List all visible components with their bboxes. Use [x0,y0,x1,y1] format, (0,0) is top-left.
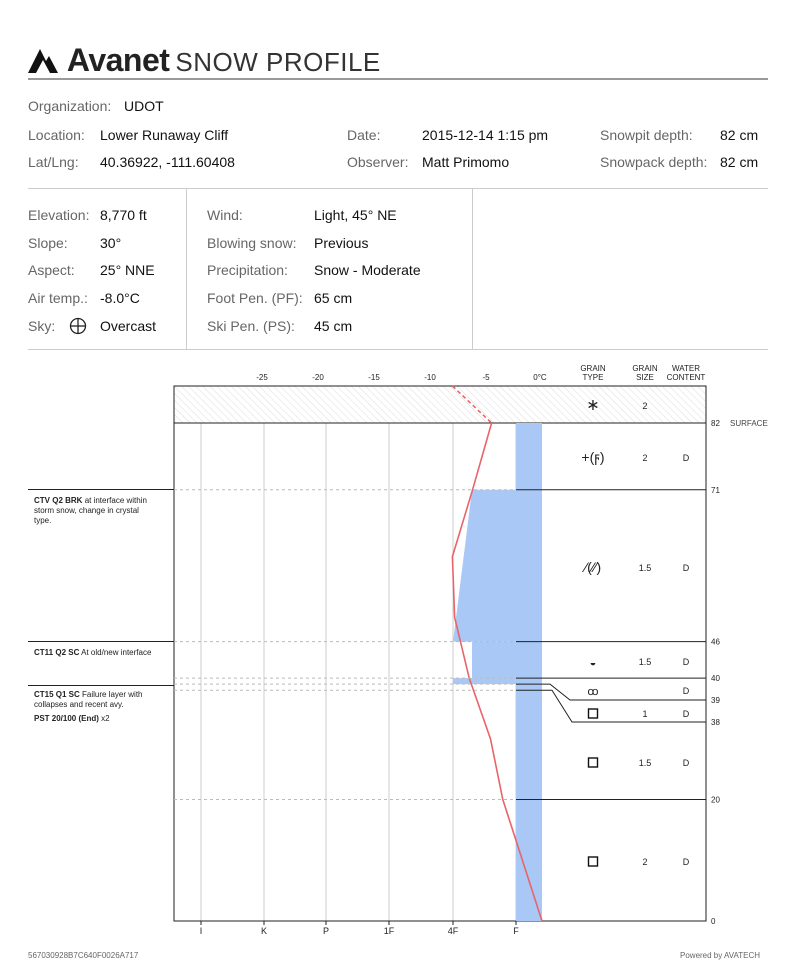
hardness-tick-label: P [322,926,330,936]
temperature-tick-label: 0°C [533,373,547,382]
temperature-tick-label: -25 [256,373,268,382]
new-snow-grain-type: ∗ [586,397,600,414]
date-value: 2015-12-14 1:15 pm [422,127,549,143]
grain-type-symbol: ⁄(⁄⁄) [584,559,602,575]
test-3-extra-note: x2 [101,714,110,723]
new-snow-grain-size: 2 [642,401,648,411]
new-snow-band [174,386,706,423]
test-3-code: CT15 Q1 SC [34,690,80,699]
depth-label: 20 [711,795,720,805]
air-temp-value: -8.0°C [100,290,140,306]
wind-value: Light, 45° NE [314,207,397,223]
grain-type-symbol: ꝏ [587,686,599,698]
grain-type-symbol: ◒ [589,657,597,669]
depth-label: 0 [711,917,716,926]
depth-label: 71 [711,485,720,495]
water-content-value: D [682,709,690,719]
depth-label: 38 [711,718,720,727]
powered-by: Powered by AVATECH [680,951,761,960]
test-1-code: CTV Q2 BRK [34,496,83,505]
grain-size-value: 1.5 [638,563,652,573]
hardness-bar [453,678,542,684]
hardness-tick-label: I [199,926,203,936]
foot-pen-label: Foot Pen. (PF): [207,290,303,306]
elevation-label: Elevation: [28,207,90,223]
ski-pen-label: Ski Pen. (PS): [207,318,295,334]
grain-type-symbol: +(ϝ) [581,449,605,465]
organization-label: Organization: [28,98,112,114]
location-value: Lower Runaway Cliff [100,127,229,143]
depth-label: 39 [711,696,720,705]
hardness-tick-label: 1F [383,926,395,936]
water-content-value: D [682,857,690,867]
snowpack-depth-label: Snowpack depth: [600,154,708,170]
blowing-snow-label: Blowing snow: [207,235,297,251]
precipitation-label: Precipitation: [207,262,288,278]
water-content-value: D [682,657,690,667]
grain-type-header: GRAIN [580,364,606,373]
slope-value: 30° [100,235,122,251]
sky-value: Overcast [100,318,157,334]
foot-pen-value: 65 cm [314,290,353,306]
layer-39-connector [516,684,706,700]
precipitation-value: Snow - Moderate [314,262,421,278]
depth-label: 82 [711,419,720,428]
air-temp-label: Air temp.: [28,290,88,306]
grain-size-value: 2 [642,453,648,463]
snowpack-depth-value: 82 cm [720,154,759,170]
date-label: Date: [347,127,381,143]
grain-type-header: TYPE [582,373,604,382]
depth-label: 40 [711,674,720,684]
water-content-header: WATER [672,364,700,373]
grain-size-value: 1.5 [638,758,652,768]
grain-size-value: 1 [642,709,648,719]
observer-value: Matt Primomo [422,154,510,170]
aspect-value: 25° NNE [100,262,155,278]
snowpit-depth-value: 82 cm [720,127,759,143]
surface-label: SURFACE [730,419,768,428]
sky-label: Sky: [28,318,56,334]
organization-value: UDOT [124,98,164,114]
observer-label: Observer: [347,154,409,170]
test-1-note: at interface within storm snow, change in crystal type. [34,496,147,525]
hardness-tick-label: 4F [447,926,459,936]
hardness-bar [516,690,542,799]
brand-subtitle: SNOW PROFILE [175,47,381,77]
hardness-tick-label: F [513,926,519,936]
hardness-bar [516,800,542,921]
hardness-bar [516,684,542,690]
wind-label: Wind: [207,207,243,223]
test-2-code: CT11 Q2 SC [34,648,80,657]
elevation-value: 8,770 ft [100,207,147,223]
test-3-note: Failure layer with collapses and recent avy. [34,690,143,709]
chart-frame [174,386,706,921]
blowing-snow-value: Previous [314,235,369,251]
snowpit-depth-label: Snowpit depth: [600,127,693,143]
aspect-label: Aspect: [28,262,75,278]
test-3-extra-code: PST 20/100 (End) [34,714,99,723]
layer-38-connector [516,690,706,722]
grain-type-square [589,758,598,767]
grain-size-header: SIZE [636,373,654,382]
grain-size-value: 1.5 [638,657,652,667]
grain-size-value: 2 [642,857,648,867]
grain-size-header: GRAIN [632,364,658,373]
grain-type-square [589,857,598,866]
hardness-bar [472,642,542,678]
water-content-value: D [682,758,690,768]
document-id: 567030928B7C640F0026A717 [28,951,139,960]
depth-label: 46 [711,637,720,647]
slope-label: Slope: [28,235,68,251]
water-content-value: D [682,453,690,463]
hardness-tick-label: K [260,926,268,936]
latlng-label: Lat/Lng: [28,154,79,170]
water-content-value: D [682,686,690,696]
water-content-header: CONTENT [666,373,706,382]
brand-name: Avanet [66,42,170,78]
ski-pen-value: 45 cm [314,318,353,334]
temperature-tick-label: -10 [424,373,436,382]
latlng-value: 40.36922, -111.60408 [100,154,235,170]
location-label: Location: [28,127,85,143]
temperature-tick-label: -20 [312,373,324,382]
water-content-value: D [682,563,690,573]
temperature-tick-label: -5 [482,373,490,382]
grain-type-square [589,709,598,718]
hardness-bar [516,423,542,490]
temperature-tick-label: -15 [368,373,380,382]
test-2-note: At old/new interface [81,648,152,657]
